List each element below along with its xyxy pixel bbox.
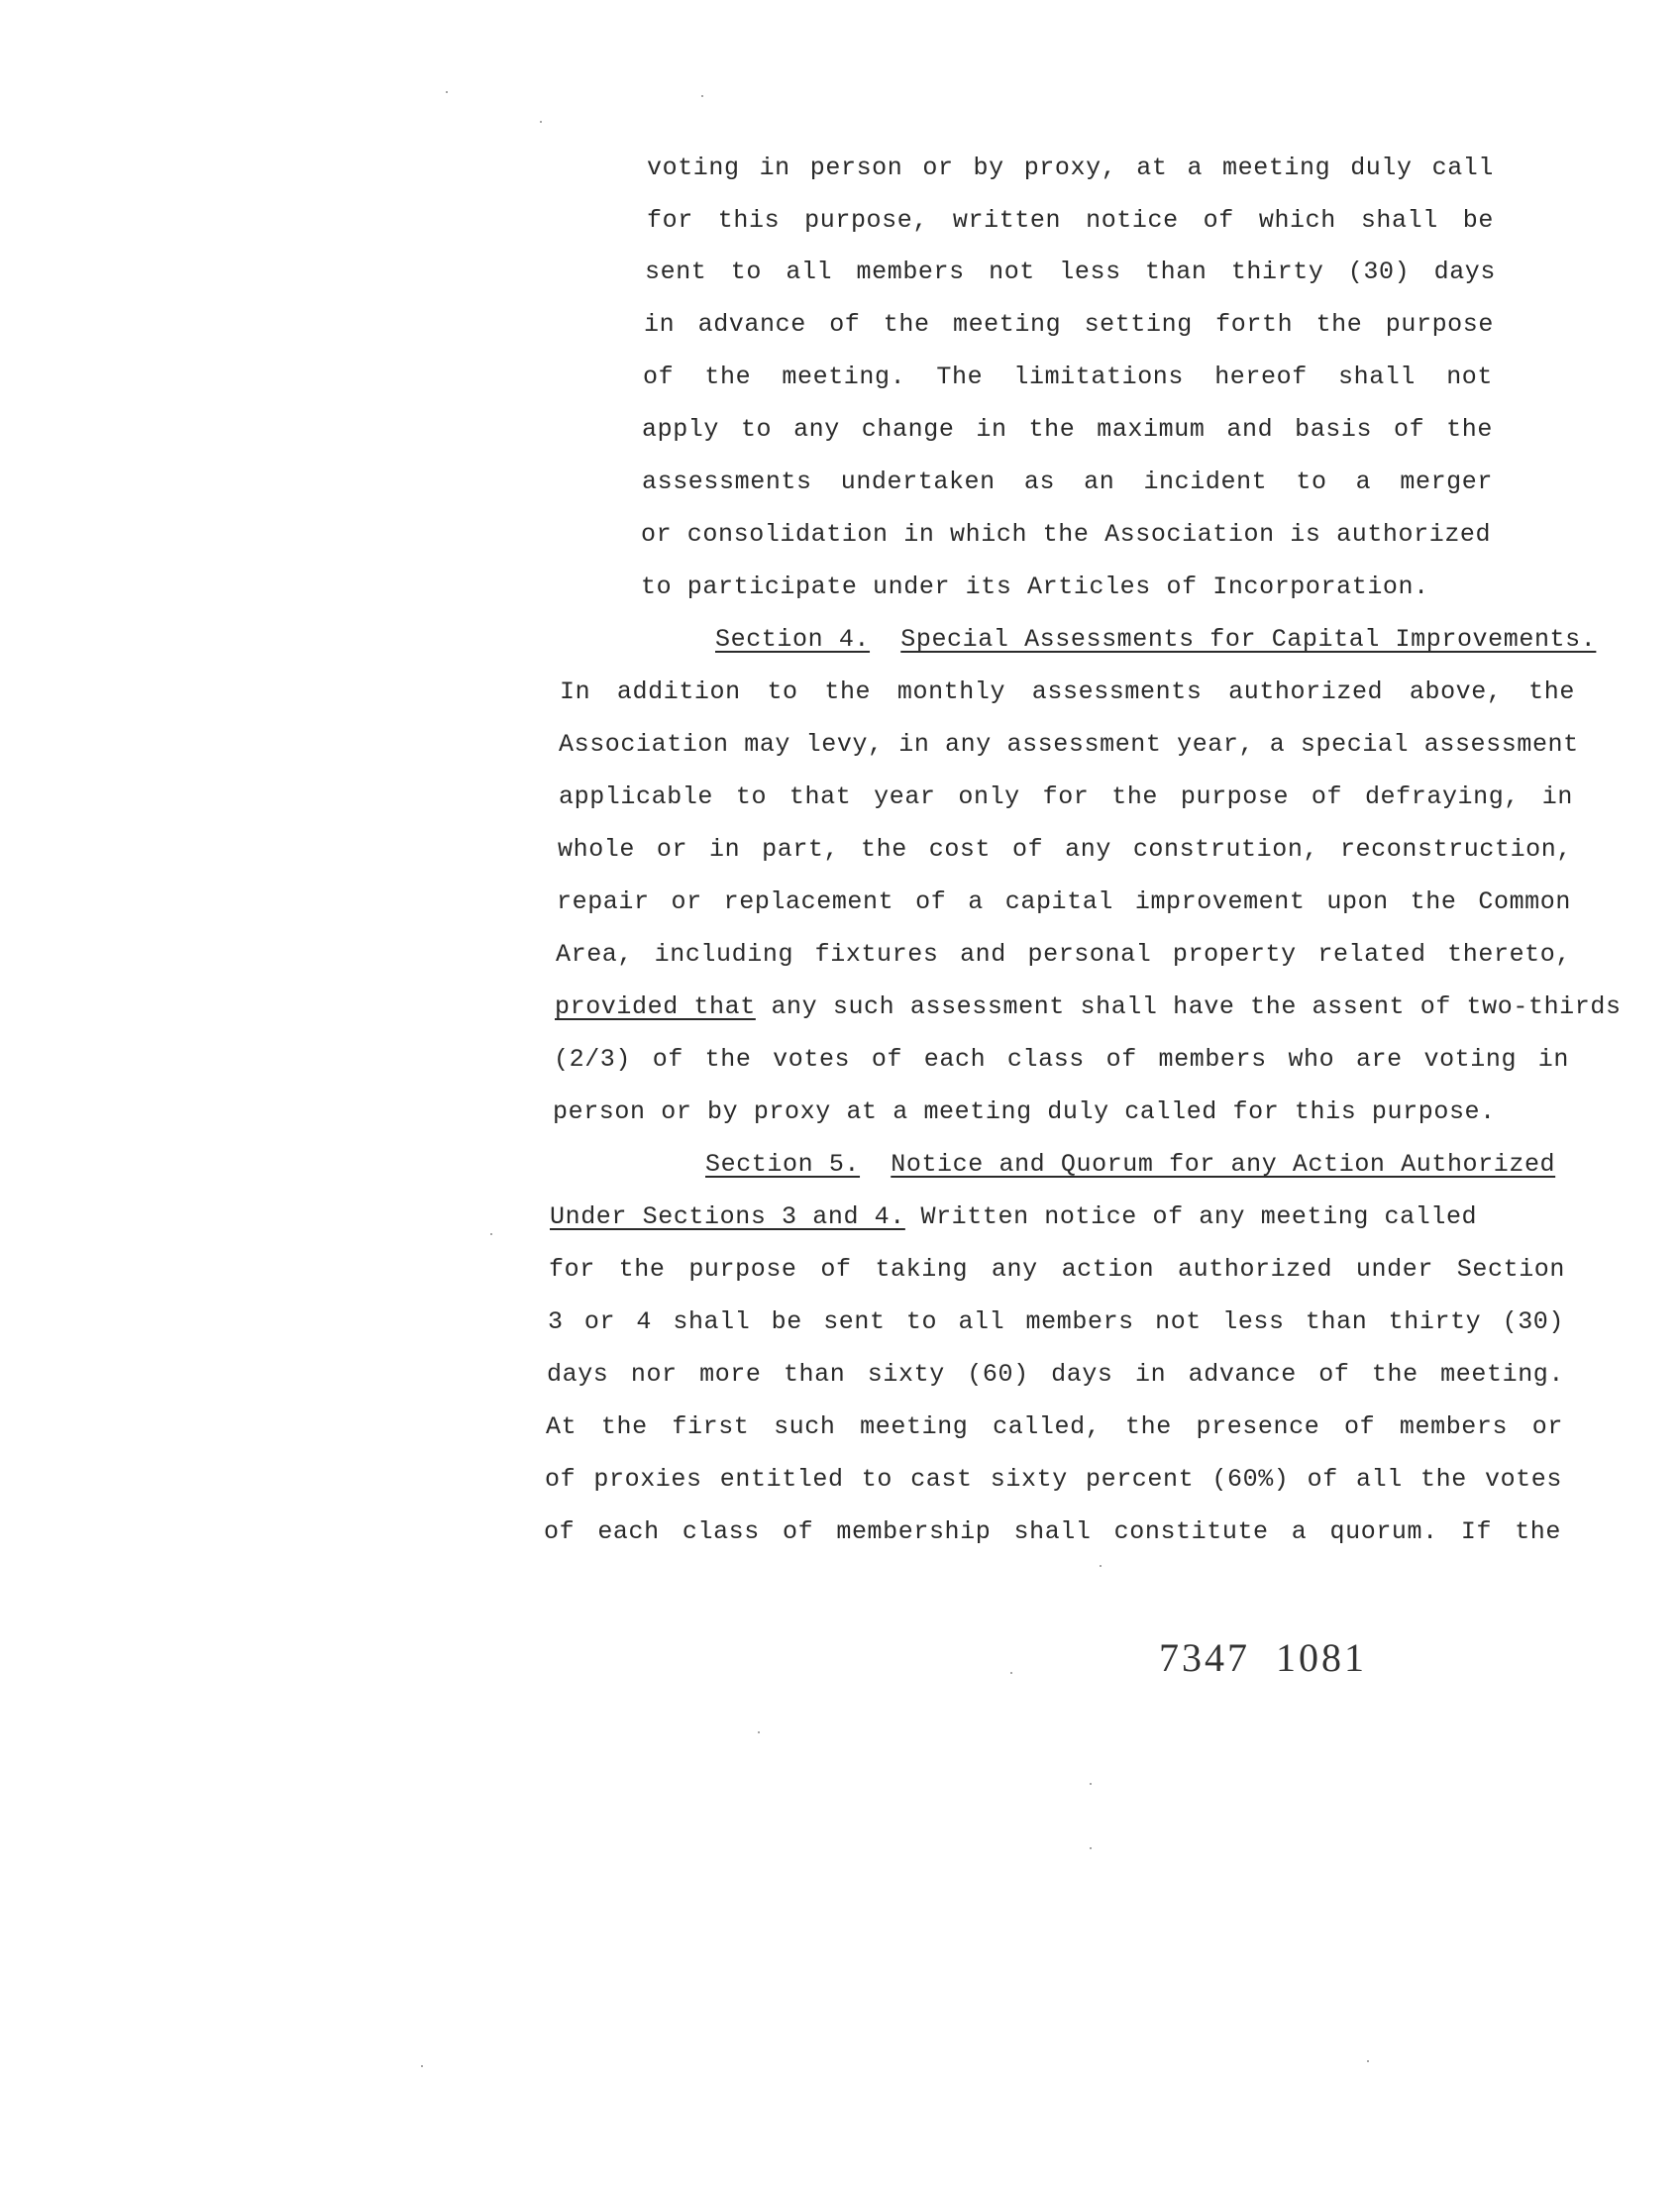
text-line: In addition to the monthly assessments authorized above, the <box>560 677 1575 706</box>
text-line: apply to any change in the maximum and basis of the <box>642 415 1493 444</box>
text-line: to participate under its Articles of Incorporation. <box>641 573 1429 601</box>
text-line: whole or in part, the cost of any constrution, reconstruction, <box>558 835 1572 864</box>
scan-speck <box>446 91 448 93</box>
text-line: voting in person or by proxy, at a meeting duly call <box>647 154 1494 182</box>
text-line: person or by proxy at a meeting duly called for this purpose. <box>553 1097 1496 1126</box>
text-line: assessments undertaken as an incident to a merger <box>642 468 1493 496</box>
text-line: sent to all members not less than thirty (30) days <box>645 258 1496 286</box>
text-line <box>550 1202 1566 1232</box>
scan-speck <box>490 1233 492 1235</box>
text-line: applicable to that year only for the purpose of defraying, in <box>559 782 1573 811</box>
text-line: days nor more than sixty (60) days in advance of the meeting. <box>547 1360 1564 1389</box>
scan-speck <box>1010 1672 1012 1674</box>
text-line: for the purpose of taking any action authorized under Section <box>549 1255 1565 1284</box>
section-4-title: Special Assessments for Capital Improvements. <box>900 625 1597 654</box>
scan-speck <box>701 95 703 97</box>
text-line: At the first such meeting called, the presence of members or <box>546 1412 1563 1441</box>
text-line: 3 or 4 shall be sent to all members not less than thirty (30) <box>548 1307 1564 1336</box>
text-line-continuation: Written notice of any meeting called <box>904 1202 1478 1231</box>
section-5-heading <box>705 1150 1567 1180</box>
text-line: of each class of membership shall constitute a quorum. If the <box>544 1517 1561 1546</box>
text-line: repair or replacement of a capital improvement upon the Common <box>557 887 1571 916</box>
scan-speck <box>540 121 542 123</box>
text-line <box>555 992 1622 1022</box>
text-line: of proxies entitled to cast sixty percent (60%) of all the votes <box>545 1465 1562 1494</box>
text-line: of the meeting. The limitations hereof shall not <box>643 363 1493 391</box>
text-line: (2/3) of the votes of each class of members who are voting in <box>554 1045 1569 1074</box>
section-5-title-part-1: Notice and Quorum for any Action Authorized <box>891 1150 1556 1179</box>
section-5-title-part-2: Under Sections 3 and 4. <box>550 1202 905 1231</box>
section-4-number: Section 4. <box>715 625 871 654</box>
scan-speck <box>421 2065 423 2067</box>
scan-speck <box>1100 1565 1102 1567</box>
scan-speck <box>1090 1783 1092 1785</box>
scan-speck <box>1367 2060 1369 2062</box>
text-line-continuation: any such assessment shall have the assent of two-thirds <box>755 992 1622 1021</box>
text-line: Association may levy, in any assessment year, a special assessment <box>559 730 1579 759</box>
provided-that-emphasis: provided that <box>555 992 756 1021</box>
scan-speck <box>1090 1847 1092 1849</box>
text-line: or consolidation in which the Association is authorized <box>641 520 1492 549</box>
section-4-heading <box>715 625 1597 655</box>
text-line: Area, including fixtures and personal property related thereto, <box>556 940 1571 969</box>
book-page-stamp: 7347 1081 <box>1159 1635 1367 1680</box>
scan-speck <box>758 1731 760 1733</box>
section-5-number: Section 5. <box>705 1150 861 1179</box>
text-line: in advance of the meeting setting forth the purpose <box>644 310 1494 339</box>
text-line: for this purpose, written notice of which shall be <box>647 206 1494 235</box>
